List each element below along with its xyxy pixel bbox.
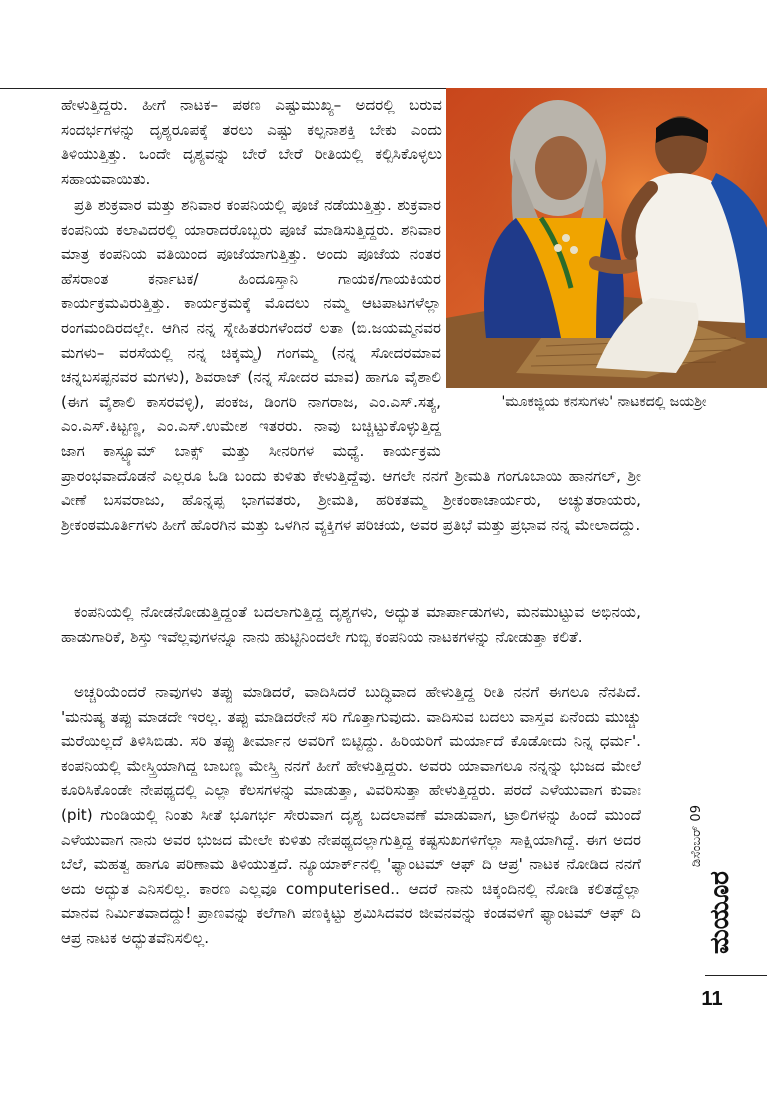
sidebar-rule	[705, 975, 767, 976]
photo-caption: 'ಮೂಕಜ್ಜಿಯ ಕನಸುಗಳು' ನಾಟಕದಲ್ಲಿ ಜಯಶ್ರೀ	[501, 394, 707, 410]
paragraph-4: ಅಚ್ಚರಿಯೆಂದರೆ ನಾವುಗಳು ತಪ್ಪು ಮಾಡಿದರೆ, ವಾದಿಸಿದರೆ ಬುದ್ಧಿವಾದ ಹೇಳುತ್ತಿದ್ದ ರೀತಿ ನನಗೆ ಈಗಲೂ ನೆನಪಿದೆ. 'ಮನುಷ್ಯ ತಪ್ಪು ಮಾಡದೇ ಇರಲ್ಲ. ತಪ್ಪು ಮಾಡಿದರೇನೆ ಸರಿ ಗೊತ್ತಾಗುವುದು. ವಾದಿಸುವ ಬದಲು ವಾಸ್ತವ ಏನೆಂದು ಮುಚ್ಚು ಮರೆಯಿಲ್ಲದೆ ತಿಳಿಸಿಬಿಡು. ಸರಿ ತಪ್ಪು ತೀರ್ಮಾನ ಅವರಿಗೆ ಬಿಟ್ಟಿದ್ದು. ಹಿರಿಯರಿಗೆ ಮರ್ಯಾದೆ ಕೊಡೋದು ನಿನ್ನ ಧರ್ಮ'. ಕಂಪನಿಯಲ್ಲಿ ಮೇಸ್ತ್ರಿಯಾಗಿದ್ದ ಬಾಬಣ್ಣ ಮೇಸ್ತ್ರಿ ನನಗೆ ಹೀಗೆ ಹೇಳುತ್ತಿದ್ದರು. ಅವರು ಯಾವಾಗಲೂ ನನ್ನನ್ನು ಭುಜದ ಮೇಲೆ ಕೂರಿಸಿಕೊಂಡೇ ನೇಪಥ್ಯದಲ್ಲಿ ಎಲ್ಲಾ ಕೆಲಸಗಳನ್ನು ಮಾಡುತ್ತಾ, ವಿವರಿಸುತ್ತಾ ಹೇಳುತ್ತಿದ್ದರು. ಪರದೆ ಎಳೆಯುವಾಗ ಕುವಾಃ (pit) ಗುಂಡಿಯಲ್ಲಿ ನಿಂತು ಸೀತೆ ಭೂಗರ್ಭ ಸೇರುವಾಗ ದೃಶ್ಯ ಬದಲಾವಣೆ ಮಾಡುವಾಗ, ಟ್ರಾಲಿಗಳನ್ನು ಹಿಂದೆ ಮುಂದೆ ಎಳೆಯುವಾಗ ನಾನು ಅವರ ಭುಜದ ಮೇಲೇ ಕುಳಿತು ನೇಪಥ್ಯದಲ್ಲಾಗುತ್ತಿದ್ದ ಕಷ್ಟಸುಖಗಳಿಗೆಲ್ಲಾ ಸಾಕ್ಷಿಯಾಗಿದ್ದೆ. ಈಗ ಅದರ ಬೆಲೆ, ಮಹತ್ವ ಹಾಗೂ ಪರಿಣಾಮ ತಿಳಿಯುತ್ತದೆ. ನ್ಯೂಯಾರ್ಕ್‌ನಲ್ಲಿ 'ಫ್ಯಾಂಟಮ್ ಆಫ್ ದಿ ಆಪ್ರ' ನಾಟಕ ನೋಡಿದ ನನಗೆ ಅದು ಅದ್ಭುತ ಎನಿಸಲಿಲ್ಲ. ಕಾರಣ ಎಲ್ಲವೂ computerised.. ಆದರೆ ನಾನು ಚಿಕ್ಕಂದಿನಲ್ಲಿ ನೋಡಿ ಕಲಿತದ್ದೆಲ್ಲಾ ಮಾನವ ನಿರ್ಮಿತವಾದದ್ದು! ಪ್ರಾಣವನ್ನು ಕಲೆಗಾಗಿ ಪಣಕ್ಕಿಟ್ಟು ಶ್ರಮಿಸಿದವರ ಜೀವನವನ್ನು ಕಂಡವಳಿಗೆ ಫ್ಯಾಂಟಮ್ ಆಫ್ ದಿ ಆಪ್ರ ನಾಟಕ ಅದ್ಭುತವೆನಿಸಲಿಲ್ಲ.	[61, 683, 641, 947]
issue-date: ಡಿಸೆಂಬರ್ 09	[689, 805, 704, 867]
paragraph-3: ಕಂಪನಿಯಲ್ಲಿ ನೋಡನೋಡುತ್ತಿದ್ದಂತೆ ಬದಲಾಗುತ್ತಿದ್ದ ದೃಶ್ಯಗಳು, ಅದ್ಭುತ ಮಾರ್ಪಾಡುಗಳು, ಮನಮುಟ್ಟುವ ಅಭಿನಯ, ಹಾಡುಗಾರಿಕೆ, ಶಿಸ್ತು ಇವೆಲ್ಲವುಗಳನ್ನೂ ನಾನು ಹುಟ್ಟಿನಿಂದಲೇ ಗುಬ್ಬಿ ಕಂಪನಿಯ ನಾಟಕಗಳನ್ನು ನೋಡುತ್ತಾ ಕಲಿತೆ.	[61, 603, 641, 646]
page-number: 11	[701, 988, 723, 1010]
paragraph-2-text: ಪ್ರತಿ ಶುಕ್ರವಾರ ಮತ್ತು ಶನಿವಾರ ಕಂಪನಿಯಲ್ಲಿ ಪೂಜೆ ನಡೆಯುತ್ತಿತ್ತು. ಶುಕ್ರವಾರ ಕಂಪನಿಯ ಕಲಾವಿದರಲ್ಲಿ ಯಾರಾದರೊಬ್ಬರು ಪೂಜೆ ಮಾಡಿಸುತ್ತಿದ್ದರು. ಶನಿವಾರ ಮಾತ್ರ ಕಂಪನಿಯ ವತಿಯಿಂದ ಪೂಜೆಯಾಗುತ್ತಿತ್ತು. ಅಂದು ಪೂಜೆಯ ನಂತರ ಹೆಸರಾಂತ ಕರ್ನಾಟಕ/ ಹಿಂದೂಸ್ತಾನಿ ಗಾಯಕ/ಗಾಯಕಿಯರ ಕಾರ್ಯಕ್ರಮವಿರುತ್ತಿತ್ತು. ಕಾರ್ಯಕ್ರಮಕ್ಕೆ ಮೊದಲು ನಮ್ಮ ಆಟಪಾಟಗಳೆಲ್ಲಾ ರಂಗಮಂದಿರದಲ್ಲೇ. ಆಗಿನ ನನ್ನ ಸ್ನೇಹಿತರುಗಳೆಂದರೆ ಲತಾ (ಬಿ.ಜಯಮ್ಮನವರ ಮಗಳು– ವರಸೆಯಲ್ಲಿ ನನ್ನ ಚಿಕ್ಕಮ್ಮ) ಗಂಗಮ್ಮ (ನನ್ನ ಸೋದರಮಾವ ಚನ್ನಬಸಪ್ಪನವರ ಮಗಳು), ಶಿವರಾಜ್ (ನನ್ನ ಸೋದರ ಮಾವ) ಹಾಗೂ ವೈಶಾಲಿ (ಈಗ ವೈಶಾಲಿ ಕಾಸರವಳ್ಳಿ), ಪಂಕಜ, ಡಿಂಗರಿ ನಾಗರಾಜ, ಎಂ.ಎಸ್.ಸತ್ಯ, ಎಂ.ಎಸ್.ಕಿಟ್ಟಣ್ಣ, ಎಂ.ಎಸ್.ಉಮೇಶ ಇತರರು. ನಾವು ಬಚ್ಚಿಟ್ಟುಕೊಳ್ಳುತ್ತಿದ್ದ ಜಾಗ ಕಾಸ್ಟ್ಯೂಮ್ ಬಾಕ್ಸ್ ಮತ್ತು ಸೀನರಿಗಳ ಮಧ್ಯೆ. ಕಾರ್ಯಕ್ರಮ ಪ್ರಾರಂಭವಾದೊಡನೆ ಎಲ್ಲರೂ ಓಡಿ ಬಂದು ಕುಳಿತು ಕೇಳುತ್ತಿದ್ದೆವು. ಆಗಲೇ ನನಗೆ ಶ್ರೀಮತಿ ಗಂಗೂಬಾಯಿ ಹಾನಗಲ್, ಶ್ರೀ ವೀಣೆ ಬಸವರಾಜು, ಹೊನ್ನಪ್ಪ ಭಾಗವತರು, ಶ್ರೀಮತಿ, ಹರಿಕತಮ್ಮ ಶ್ರೀಕಂಠಾಚಾರ್ಯರು, ಅಚ್ಯುತರಾಯರು, ಶ್ರೀಕಂಠಮೂರ್ತಿಗಳು ಹೀಗೆ ಹೊರಗಿನ ಮತ್ತು ಒಳಗಿನ ವ್ಯಕ್ತಿಗಳ ಪರಿಚಯ, ಅವರ ಪ್ರತಿಭೆ ಮತ್ತು ಪ್ರಭಾವ ನನ್ನ ಮೇಲಾದದ್ದು.	[61, 196, 641, 534]
top-rule	[0, 88, 447, 89]
paragraph-1: ಹೇಳುತ್ತಿದ್ದರು. ಹೀಗೆ ನಾಟಕ– ಪಠಣ ಎಷ್ಟುಮುಖ್ಯ– ಅದರಲ್ಲಿ ಬರುವ ಸಂದರ್ಭಗಳನ್ನು ದೃಶ್ಯರೂಪಕ್ಕೆ ತರಲು ಎಷ್ಟು ಕಲ್ಪನಾಶಕ್ತಿ ಬೇಕು ಎಂದು ತಿಳಿಯುತ್ತಿತ್ತು. ಒಂದೇ ದೃಶ್ಯವನ್ನು ಬೇರೆ ಬೇರೆ ರೀತಿಯಲ್ಲಿ ಕಲ್ಪಿಸಿಕೊಳ್ಳಲು ಸಹಾಯವಾಯಿತು.	[61, 96, 442, 188]
paragraph-2-column-part	[61, 193, 641, 601]
magazine-masthead: ಮಯೂರ	[705, 871, 735, 954]
